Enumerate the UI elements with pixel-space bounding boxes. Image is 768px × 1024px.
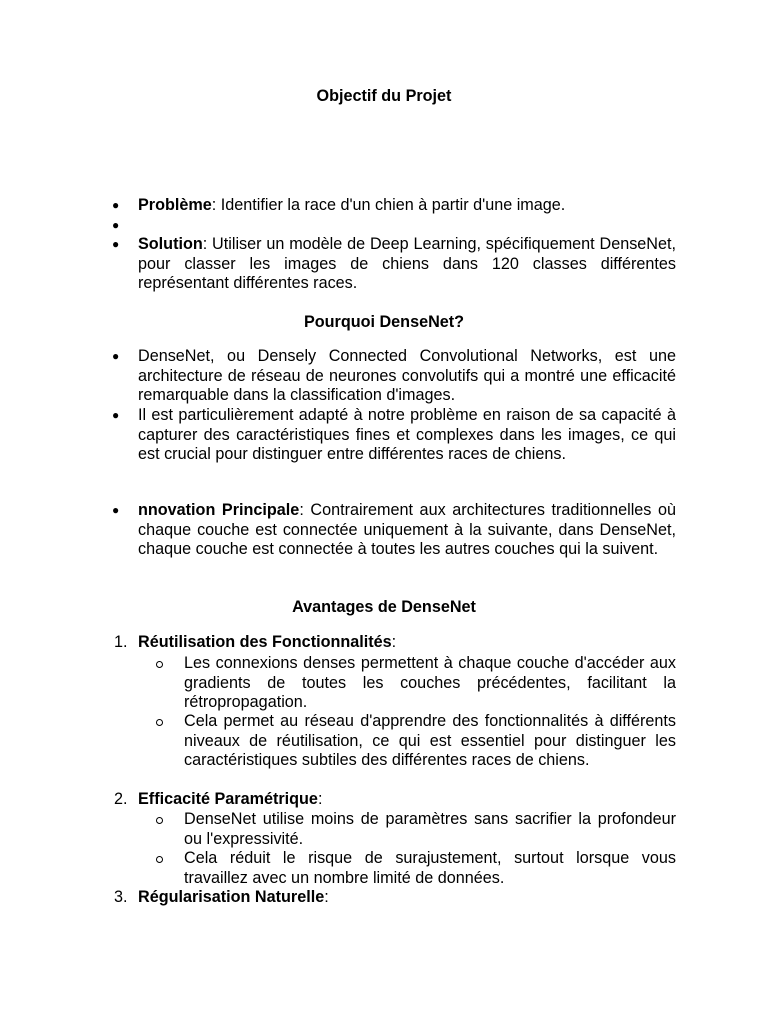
sub-item-text: Les connexions denses permettent à chaque couche d'accéder aux gradients de toutes les couches précédentes, facilitant la rétropropagation. — [184, 654, 676, 712]
advantage-label: Efficacité Paramétrique — [138, 790, 318, 808]
advantage-number: 1. — [114, 633, 128, 651]
advantage-label: Régularisation Naturelle — [138, 888, 325, 906]
adapte-text: Il est particulièrement adapté à notre problème en raison de sa capacité à capturer des caractéristiques fines et complexes dans les images, ce qui est crucial pour distinguer entre différentes races de chiens. — [138, 406, 676, 464]
probleme-text: : Identifier la race d'un chien à partir d'une image. — [211, 196, 566, 214]
sub-item-text: DenseNet utilise moins de paramètres sans sacrifier la profondeur ou l'expressivité. — [184, 810, 676, 848]
bullet-dot: ● — [112, 218, 120, 232]
probleme-label: Problème — [138, 196, 212, 214]
sub-item-text: Cela permet au réseau d'apprendre des fonctionnalités à différents niveaux de réutilisation, ce qui est essentiel pour distinguer les caractéristiques subtiles des différentes races de chiens. — [184, 712, 676, 770]
advantage-suffix: : — [324, 888, 329, 906]
bullet-dot: ● — [112, 408, 120, 422]
advantage-item-3 — [114, 888, 676, 908]
solution-label: Solution — [138, 235, 203, 253]
circle-bullet-icon — [156, 661, 163, 668]
heading-pourquoi: Pourquoi DenseNet? — [303, 313, 465, 331]
bullet-dot: ● — [112, 237, 120, 251]
sub-item — [184, 712, 676, 771]
bullet-dot: ● — [112, 198, 120, 212]
innovation-text: : Contrairement aux architectures traditionnelles où chaque couche est connectée uniquement à la suivante, dans DenseNet, chaque couche est connectée à toutes les autres couches qui la suivent. — [138, 501, 676, 559]
sub-item — [184, 849, 676, 888]
bullet-adapte — [112, 406, 676, 465]
sub-item — [184, 810, 676, 849]
advantage-number: 3. — [114, 888, 128, 906]
advantage-suffix: : — [317, 790, 323, 808]
advantage-item-1 — [114, 633, 676, 653]
circle-bullet-icon — [156, 856, 163, 863]
circle-bullet-icon — [156, 817, 163, 824]
bullet-dot: ● — [112, 503, 120, 517]
densenet-def-text: DenseNet, ou Densely Connected Convolutional Networks, est une architecture de réseau de neurones convolutifs qui a montré une efficacité remarquable dans la classification d'images. — [138, 347, 676, 405]
sub-item — [184, 654, 676, 713]
sub-item-text: Cela réduit le risque de surajustement, surtout lorsque vous travaillez avec un nombre limité de données. — [184, 849, 676, 887]
bullet-dot: ● — [112, 349, 120, 363]
bullet-innovation — [112, 501, 676, 560]
bullet-probleme — [112, 196, 676, 216]
innovation-label: nnovation Principale — [138, 501, 300, 519]
solution-text: : Utiliser un modèle de Deep Learning, spécifiquement DenseNet, pour classer les images de chiens dans 120 classes différentes représentant différentes races. — [138, 235, 676, 293]
advantage-suffix: : — [391, 633, 397, 651]
heading-avantages: Avantages de DenseNet — [292, 598, 476, 616]
bullet-solution — [112, 235, 676, 294]
advantage-item-2 — [114, 790, 676, 810]
bullet-densenet-def — [112, 347, 676, 406]
advantage-number: 2. — [114, 790, 128, 808]
circle-bullet-icon — [156, 719, 163, 726]
heading-objectif: Objectif du Projet — [316, 87, 452, 105]
advantage-label: Réutilisation des Fonctionnalités — [138, 633, 392, 651]
